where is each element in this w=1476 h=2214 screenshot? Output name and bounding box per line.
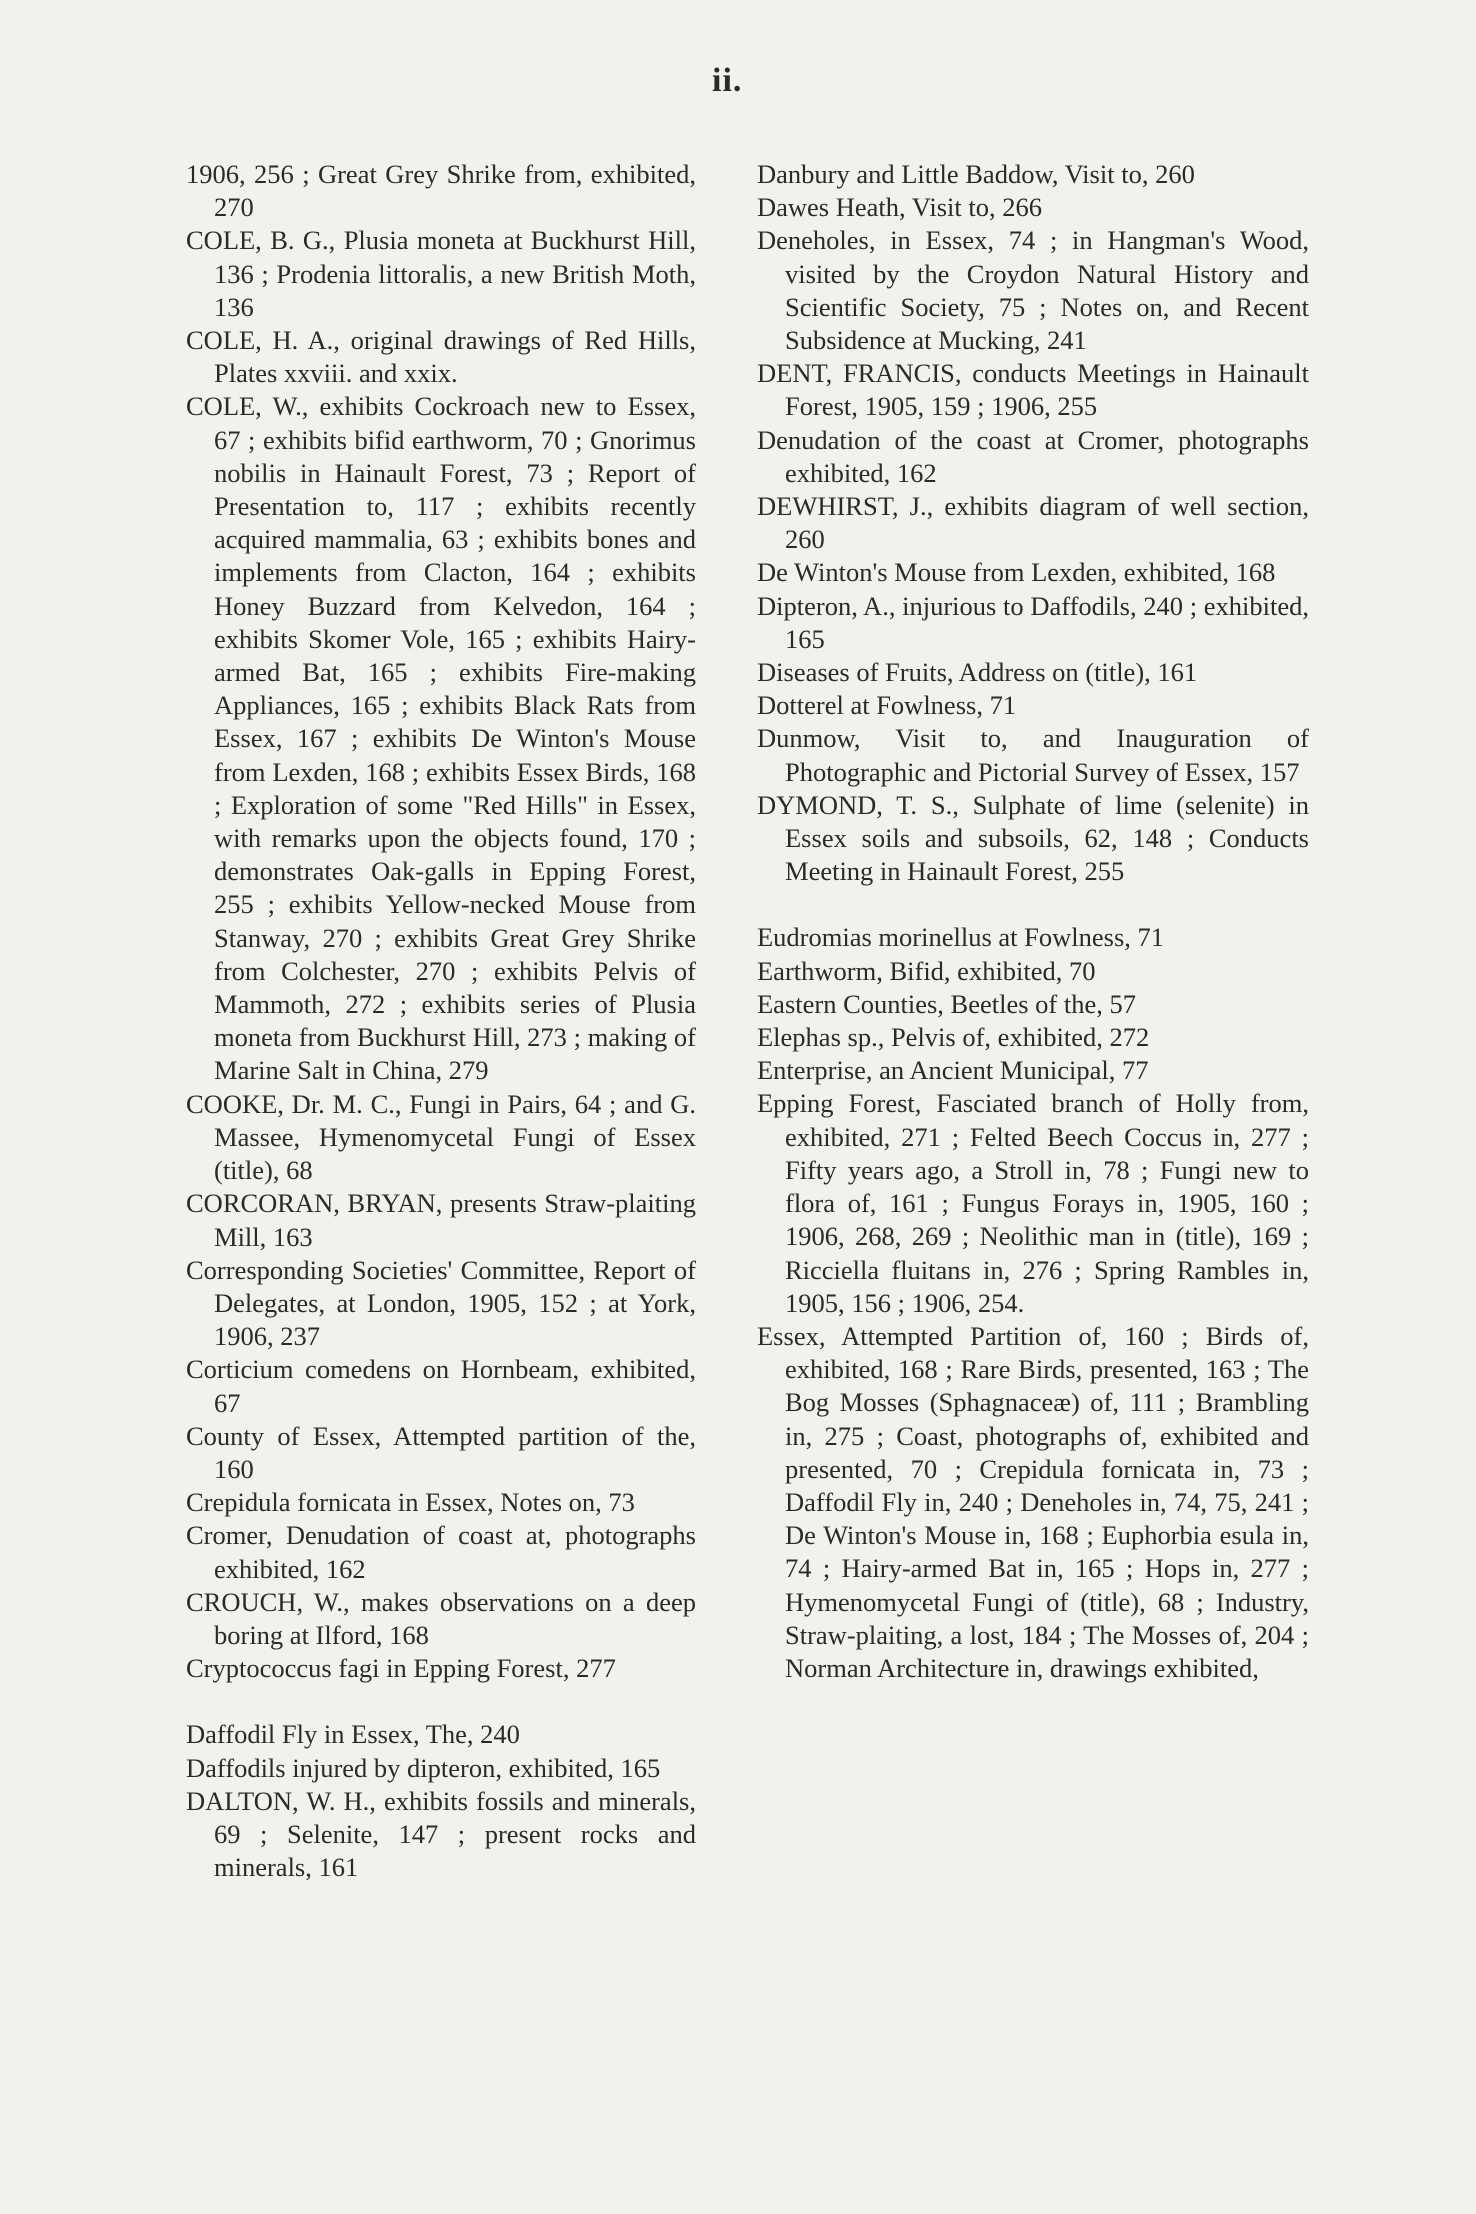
index-entry: De Winton's Mouse from Lexden, exhibited, 168 [757,557,1276,588]
index-entry: Cromer, Denudation of coast at, photographs exhibited, 162 [186,1520,696,1584]
index-entry: Eastern Counties, Beetles of the, 57 [757,988,1137,1019]
page-number: ii. [712,62,743,99]
index-entry: DYMOND, T. S., Sulphate of lime (selenite) in Essex soils and subsoils, 62, 148 ; Conducts Meeting in Hainault Forest, 255 [757,789,1309,887]
index-entry: COLE, W., exhibits Cockroach new to Essex, 67 ; exhibits bifid earthworm, 70 ; Gnorimus nobilis in Hainault Forest, 73 ; Report of Presentation to, 117 ; exhibits recently acquired mammalia, 63 ; exhibits bones and implements from Clacton, 164 ; exhibits Honey Buzzard from Kelvedon, 164 ; exhibits Skomer Vole, 165 ; exhibits Hairy-armed Bat, 165 ; exhibits Fire-making Appliances, 165 ; exhibits Black Rats from Essex, 167 ; exhibits De Winton's Mouse from Lexden, 168 ; exhibits Essex Birds, 168 ; Exploration of some "Red Hills" in Essex, with remarks upon the objects found, 170 ; demonstrates Oak-galls in Epping Forest, 255 ; exhibits Yellow-necked Mouse from Stanway, 270 ; exhibits Great Grey Shrike from Colchester, 270 ; exhibits Pelvis of Mammoth, 272 ; exhibits series of Plusia moneta from Buckhurst Hill, 273 ; making of Marine Salt in China, 279 [186,391,696,1086]
index-entry: Dunmow, Visit to, and Inauguration of Photographic and Pictorial Survey of Essex, 157 [757,723,1309,787]
index-entry: Deneholes, in Essex, 74 ; in Hangman's Wood, visited by the Croydon Natural History and Scientific Society, 75 ; Notes on, and Recent Subsidence at Mucking, 241 [757,225,1309,356]
index-entry: Daffodil Fly in Essex, The, 240 [186,1719,520,1750]
index-entry: DALTON, W. H., exhibits fossils and minerals, 69 ; Selenite, 147 ; present rocks and minerals, 161 [186,1785,696,1883]
index-entry: Corresponding Societies' Committee, Report of Delegates, at London, 1905, 152 ; at York, 1906, 237 [186,1254,696,1352]
index-entry: CORCORAN, BRYAN, presents Straw-plaiting Mill, 163 [186,1188,696,1252]
index-entry: Diseases of Fruits, Address on (title), 161 [757,657,1198,688]
index-entry: COLE, B. G., Plusia moneta at Buckhurst Hill, 136 ; Prodenia littoralis, a new British Moth, 136 [186,225,696,322]
index-entry: County of Essex, Attempted partition of the, 160 [186,1420,696,1484]
index-entry: DENT, FRANCIS, conducts Meetings in Hainault Forest, 1905, 159 ; 1906, 255 [757,358,1309,422]
index-entry: Eudromias morinellus at Fowlness, 71 [757,922,1165,953]
index-entry: Essex, Attempted Partition of, 160 ; Birds of, exhibited, 168 ; Rare Birds, presented, 163 ; The Bog Mosses (Sphagnaceæ) of, 111 ; Brambling in, 275 ; Coast, photographs of, exhibited and presented, 70 ; Crepidula fornicata in, 73 ; Daffodil Fly in, 240 ; Deneholes in, 74, 75, 241 ; De Winton's Mouse in, 168 ; Euphorbia esula in, 74 ; Hairy-armed Bat in, 165 ; Hops in, 277 ; Hymenomycetal Fungi of (title), 68 ; Industry, Straw-plaiting, a lost, 184 ; The Mosses of, 204 ; Norman Architecture in, drawings exhibited, [757,1320,1309,1683]
index-entry: 1906, 256 ; Great Grey Shrike from, exhibited, 270 [186,159,696,223]
index-entry: Epping Forest, Fasciated branch of Holly from, exhibited, 271 ; Felted Beech Coccus in, 277 ; Fifty years ago, a Stroll in, 78 ; Fungi new to flora of, 161 ; Fungus Forays in, 1905, 160 ; 1906, 268, 269 ; Neolithic man in (title), 169 ; Ricciella fluitans in, 276 ; Spring Rambles in, 1905, 156 ; 1906, 254. [757,1088,1309,1318]
index-entry: Daffodils injured by dipteron, exhibited, 165 [186,1752,661,1783]
index-entry: Danbury and Little Baddow, Visit to, 260 [757,159,1195,189]
index-entry: CROUCH, W., makes observations on a deep boring at Ilford, 168 [186,1586,696,1650]
index-entry: COLE, H. A., original drawings of Red Hills, Plates xxviii. and xxix. [186,325,696,389]
index-entry: Corticium comedens on Hornbeam, exhibited, 67 [186,1354,696,1418]
index-entry: Elephas sp., Pelvis of, exhibited, 272 [757,1022,1150,1053]
index-entry: Crepidula fornicata in Essex, Notes on, 73 [186,1487,635,1518]
index-entry: Denudation of the coast at Cromer, photographs exhibited, 162 [757,424,1309,488]
index-column-left [186,158,696,1884]
index-entry: Dotterel at Fowlness, 71 [757,690,1017,721]
index-entry: COOKE, Dr. M. C., Fungi in Pairs, 64 ; and G. Massee, Hymenomycetal Fungi of Essex (title), 68 [186,1088,696,1186]
index-entry: Dipteron, A., injurious to Daffodils, 240 ; exhibited, 165 [757,590,1309,654]
index-column-right [757,158,1309,1685]
index-entry: Dawes Heath, Visit to, 266 [757,192,1042,223]
index-entry: Enterprise, an Ancient Municipal, 77 [757,1055,1149,1086]
index-entry: DEWHIRST, J., exhibits diagram of well section, 260 [757,491,1309,555]
index-entry: Cryptococcus fagi in Epping Forest, 277 [186,1653,616,1684]
index-entry: Earthworm, Bifid, exhibited, 70 [757,955,1096,986]
